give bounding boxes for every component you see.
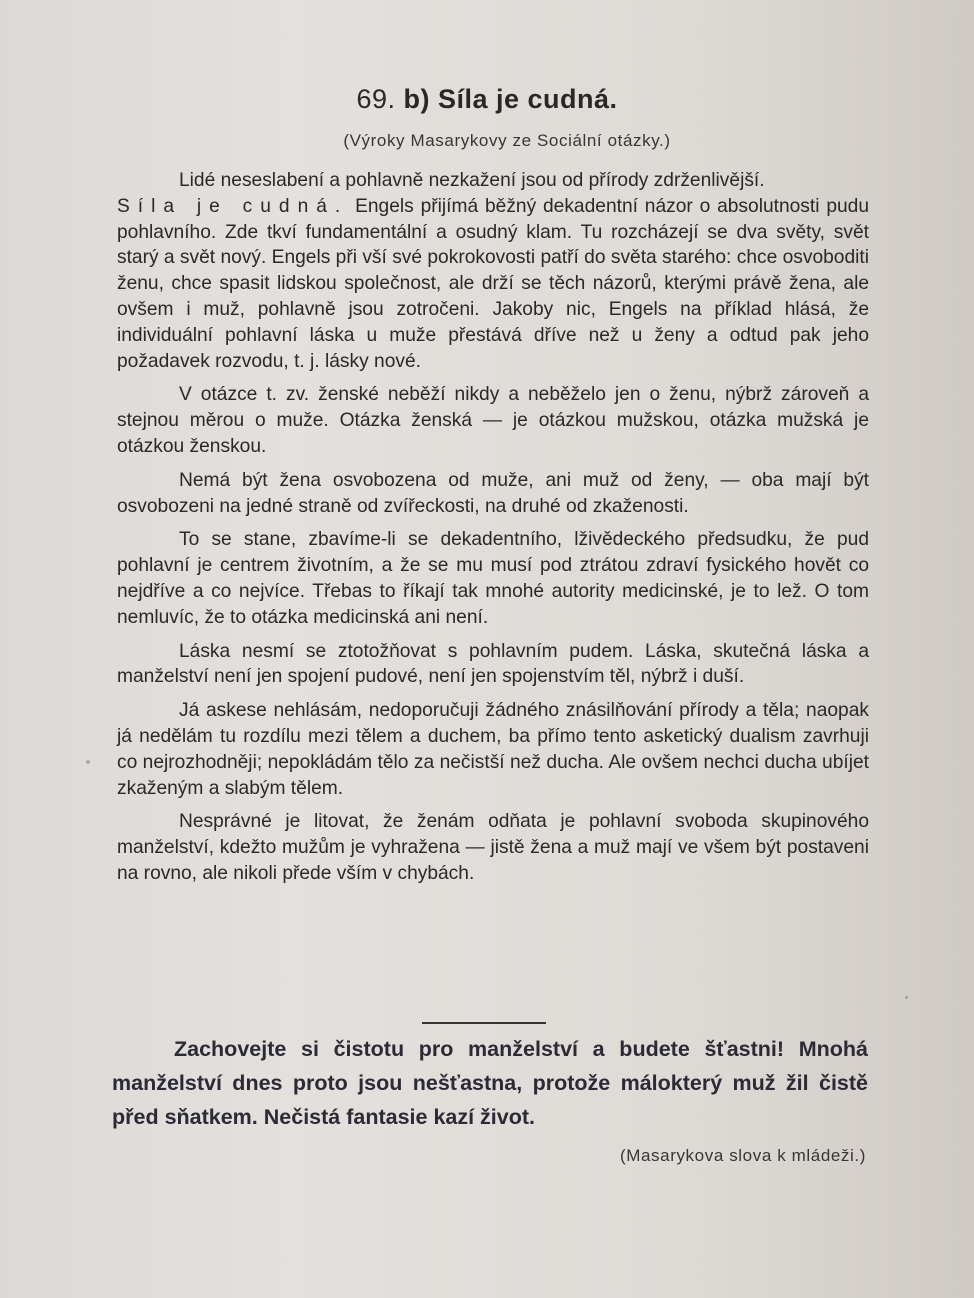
paper-speck xyxy=(86,760,90,764)
section-title xyxy=(0,84,974,115)
paragraph-text: Láska nesmí se ztotožňovat s pohlavním pudem. Láska, skutečná láska a manželství není jen spojení pudové, není jen spojenstvím těl, nýbrž i duší. xyxy=(117,640,869,688)
paragraph-text: Lidé neseslabení a pohlavně nezkažení jsou od přírody zdrženlivější. xyxy=(179,170,765,191)
paragraph xyxy=(117,809,869,886)
paragraph xyxy=(117,382,869,459)
paper-speck xyxy=(905,996,908,999)
paragraph xyxy=(117,527,869,630)
paragraph-text: To se stane, zbavíme-li se dekadentního, lživědeckého předsudku, že pud pohlavní je centrem životním, a že se mu musí pod ztrátou zdraví fysického hovět co nejdříve a co nejvíce. Třebas to říkají tak mnohé autority medicinské, je to lež. O tom nemluvíc, že to otázka medicinská ani není. xyxy=(117,529,869,628)
paragraph-text: Nemá být žena osvobozena od muže, ani muž od ženy, — oba mají být osvobozeni na jedné straně od zvířeckosti, na druhé od zkaženosti. xyxy=(117,469,869,517)
section-subtitle: (Výroky Masarykovy ze Sociální otázky.) xyxy=(343,131,671,150)
spaced-emphasis: Síla je cudná. xyxy=(117,195,349,217)
section-heading: b) Síla je cudná. xyxy=(403,84,618,114)
paragraph-text: Engels přijímá běžný dekadentní názor o absolutnosti pudu pohlavního. Zde tkví fundamentální a osudný klam. Tu rozcházejí se dva světy, svět starý a svět nový. Engels při vší své pokrokovosti patří do světa starého: chce osvoboditi ženu, chce spasit lidskou společnost, ale drží se těch názorů, kterými právě žena, ale ovšem i muž, pohlavně jsou zotročeni. Jakoby nic, Engels na příklad hlásá, že individuální pohlavní láska u muže přestává dříve než u ženy a odtud pak jeho požadavek rozvodu, t. j. lásky nové. xyxy=(117,195,869,372)
paragraph xyxy=(117,468,869,520)
body-text xyxy=(117,168,869,895)
closing-attribution: (Masarykova slova k mládeži.) xyxy=(619,1146,866,1165)
section-divider xyxy=(422,1022,546,1024)
closing-exhortation: Zachovejte si čistotu pro manželství a budete šťastni! Mnohá manželství dnes proto jsou nešťastna, protože málokterý muž žil čistě před sňatkem. Nečistá fantasie kazí život. xyxy=(112,1037,868,1129)
paragraph-text: Nesprávné je litovat, že ženám odňata je pohlavní svoboda skupinového manželství, kdežto mužům je vyhražena — jistě žena a muž mají ve všem být postaveni na rovno, ale nikoli přede vším v chybách. xyxy=(117,811,869,884)
paragraph xyxy=(117,194,869,375)
paragraph-text: Já askese nehlásám, nedoporučuji žádného znásilňování přírody a těla; naopak já nedělám tu rozdílu mezi tělem a duchem, ba přímo tento asketický dualism zavrhuji co nejrozhodněji; nepokládám tělo za nečistší než ducha. Ale ovšem nechci ducha ubíjet zkaženým a slabým tělem. xyxy=(117,700,869,799)
section-number: 69. xyxy=(356,84,396,114)
paragraph xyxy=(117,639,869,691)
paragraph-text: V otázce t. zv. ženské neběží nikdy a neběželo jen o ženu, nýbrž zároveň a stejnou měrou o muže. Otázka ženská — je otázkou mužskou, otázka mužská je otázkou ženskou. xyxy=(117,384,869,457)
paragraph xyxy=(117,698,869,801)
paragraph xyxy=(117,168,869,194)
